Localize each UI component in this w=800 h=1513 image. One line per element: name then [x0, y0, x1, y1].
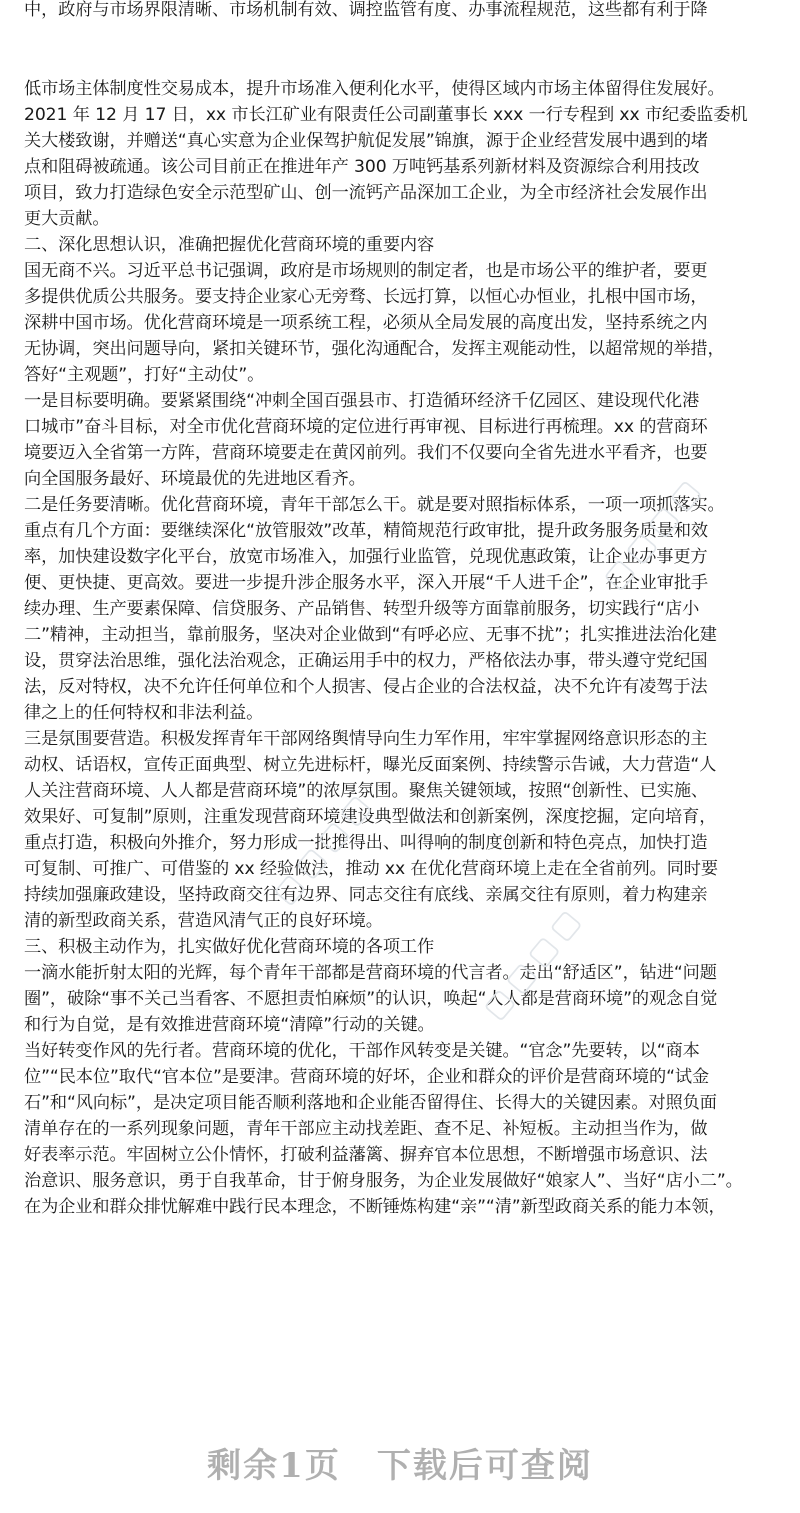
text-line: 率，加快建设数字化平台，放宽市场准入，加强行业监管，兑现优惠政策，让企业办事更方 [24, 547, 708, 567]
text-line: 境要迈入全省第一方阵，营商环境要走在黄冈前列。我们不仅要向全省先进水平看齐，也要 [24, 443, 708, 463]
text-line: 重点有几个方面：要继续深化“放管服效”改革，精简规范行政审批，提升政务服务质量和效 [24, 521, 709, 541]
text-line: 位”“民本位”取代“官本位”是要津。营商环境的好坏，企业和群众的评价是营商环境的“试金 [24, 1067, 710, 1087]
text-line: 答好“主观题”，打好“主动仗”。 [24, 365, 265, 385]
text-line: 更大贡献。 [24, 209, 110, 229]
text-line: 点和阻碍被疏通。该公司目前正在推进年产 300 万吨钙基系列新材料及资源综合利用技改 [24, 157, 700, 177]
watermark: ▢▢▢▢ [596, 468, 712, 597]
text-line: 在为企业和群众排忧解难中践行民本理念，不断锤炼构建“亲”“清”新型政商关系的能力本领， [24, 1197, 726, 1217]
section-heading: 二、深化思想认识，准确把握优化营商环境的重要内容 [24, 235, 435, 255]
text-line: 国无商不兴。习近平总书记强调，政府是市场规则的制定者，也是市场公平的维护者，要更 [24, 261, 708, 281]
text-line: 便、更快捷、更高效。要进一步提升涉企服务水平，深入开展“千人进千企”，在企业审批手 [24, 573, 709, 593]
text-line: 律之上的任何特权和非法利益。 [24, 703, 264, 723]
text-line: 无协调，突出问题导向，紧扣关键环节，强化沟通配合，发挥主观能动性，以超常规的举措， [24, 339, 725, 359]
text-line: 持续加强廉政建设，坚持政商交往有边界、同志交往有底线、亲属交往有原则，着力构建亲 [24, 885, 708, 905]
text-line: 清单存在的一系列现象问题，青年干部应主动找差距、查不足、补短板。主动担当作为，做 [24, 1119, 708, 1139]
text-line: 二是任务要清晰。优化营商环境，青年干部怎么干。就是要对照指标体系，一项一项抓落实。 [24, 495, 725, 515]
text-line: 可复制、可推广、可借鉴的 xx 经验做法，推动 xx 在优化营商环境上走在全省前列。同时要 [24, 859, 718, 879]
text-line: 深耕中国市场。优化营商环境是一项系统工程，必须从全局发展的高度出发，坚持系统之内 [24, 313, 708, 333]
text-line: 好表率示范。牢固树立公仆情怀，打破利益藩篱、摒弃官本位思想，不断增强市场意识、法 [24, 1145, 708, 1165]
text-line: 中，政府与市场界限清晰、市场机制有效、调控监管有度、办事流程规范，这些都有利于降 [24, 0, 708, 20]
text-line: 石”和“风向标”，是决定项目能否顺利落地和企业能否留得住、长得大的关键因素。对照负面 [24, 1093, 717, 1113]
section-heading: 三、积极主动作为，扎实做好优化营商环境的各项工作 [24, 937, 435, 957]
text-line: 续办理、生产要素保障、信贷服务、产品销售、转型升级等方面靠前服务，切实践行“店小 [24, 599, 700, 619]
text-line: 治意识、服务意识，勇于自我革命，甘于俯身服务，为企业发展做好“娘家人”、当好“店小二”。 [24, 1171, 743, 1191]
text-line: 和行为自觉，是有效推进营商环境“清障”行动的关键。 [24, 1015, 435, 1035]
text-line: 圈”，破除“事不关己当看客、不愿担责怕麻烦”的认识，唤起“人人都是营商环境”的观念自觉 [24, 989, 718, 1009]
text-line: 向全国服务最好、环境最优的先进地区看齐。 [24, 469, 366, 489]
text-line: 二”精神，主动担当，靠前服务，坚决对企业做到“有呼必应、无事不扰”；扎实推进法治化建 [24, 625, 717, 645]
text-line: 效果好、可复制”原则，注重发现营商环境建设典型做法和创新案例，深度挖掘，定向培育， [24, 807, 717, 827]
text-line: 关大楼致谢，并赠送“真心实意为企业保驾护航促发展”锦旗，源于企业经营发展中遇到的堵 [24, 131, 709, 151]
text-line: 人关注营商环境、人人都是营商环境”的浓厚氛围。聚焦关键领域，按照“创新性、已实施、 [24, 781, 709, 801]
text-line: 法，反对特权，决不允许任何单位和个人损害、侵占企业的合法权益，决不允许有凌驾于法 [24, 677, 708, 697]
text-line: 2021 年 12 月 17 日，xx 市长江矿业有限责任公司副董事长 xxx 一行专程到 xx 市纪委监委机 [24, 105, 748, 125]
text-line: 清的新型政商关系，营造风清气正的良好环境。 [24, 911, 383, 931]
text-line: 项目，致力打造绿色安全示范型矿山、创一流钙产品深加工企业，为全市经济社会发展作出 [24, 183, 708, 203]
watermark: ▢▢▢▢ [266, 783, 382, 912]
text-line: 三是氛围要营造。积极发挥青年干部网络舆情导向生力军作用，牢牢掌握网络意识形态的主 [24, 729, 708, 749]
text-line: 当好转变作风的先行者。营商环境的优化，干部作风转变是关键。“官念”先要转，以“商本 [24, 1041, 700, 1061]
watermark: ▢▢▢▢ [476, 898, 592, 1027]
text-line: 设，贯穿法治思维，强化法治观念，正确运用手中的权力，严格依法办事，带头遵守党纪国 [24, 651, 708, 671]
text-line: 低市场主体制度性交易成本，提升市场准入便利化水平，使得区域内市场主体留得住发展好。 [24, 79, 725, 99]
text-line: 重点打造，积极向外推介，努力形成一批推得出、叫得响的制度创新和特色亮点，加快打造 [24, 833, 708, 853]
remaining-pages-notice[interactable]: 剩余1页 下载后可查阅 [207, 1446, 593, 1486]
text-line: 多提供优质公共服务。要支持企业家心无旁骛、长远打算，以恒心办恒业，扎根中国市场， [24, 287, 708, 307]
text-line: 动权、话语权，宣传正面典型、树立先进标杆，曝光反面案例、持续警示告诫，大力营造“人 [24, 755, 717, 775]
text-line: 口城市”奋斗目标，对全市优化营商环境的定位进行再审视、目标进行再梳理。xx 的营商环 [24, 417, 708, 437]
text-line: 一滴水能折射太阳的光辉，每个青年干部都是营商环境的代言者。走出“舒适区”，钻进“问题 [24, 963, 717, 983]
text-line: 一是目标要明确。要紧紧围绕“冲刺全国百强县市、打造循环经济千亿园区、建设现代化港 [24, 391, 700, 411]
